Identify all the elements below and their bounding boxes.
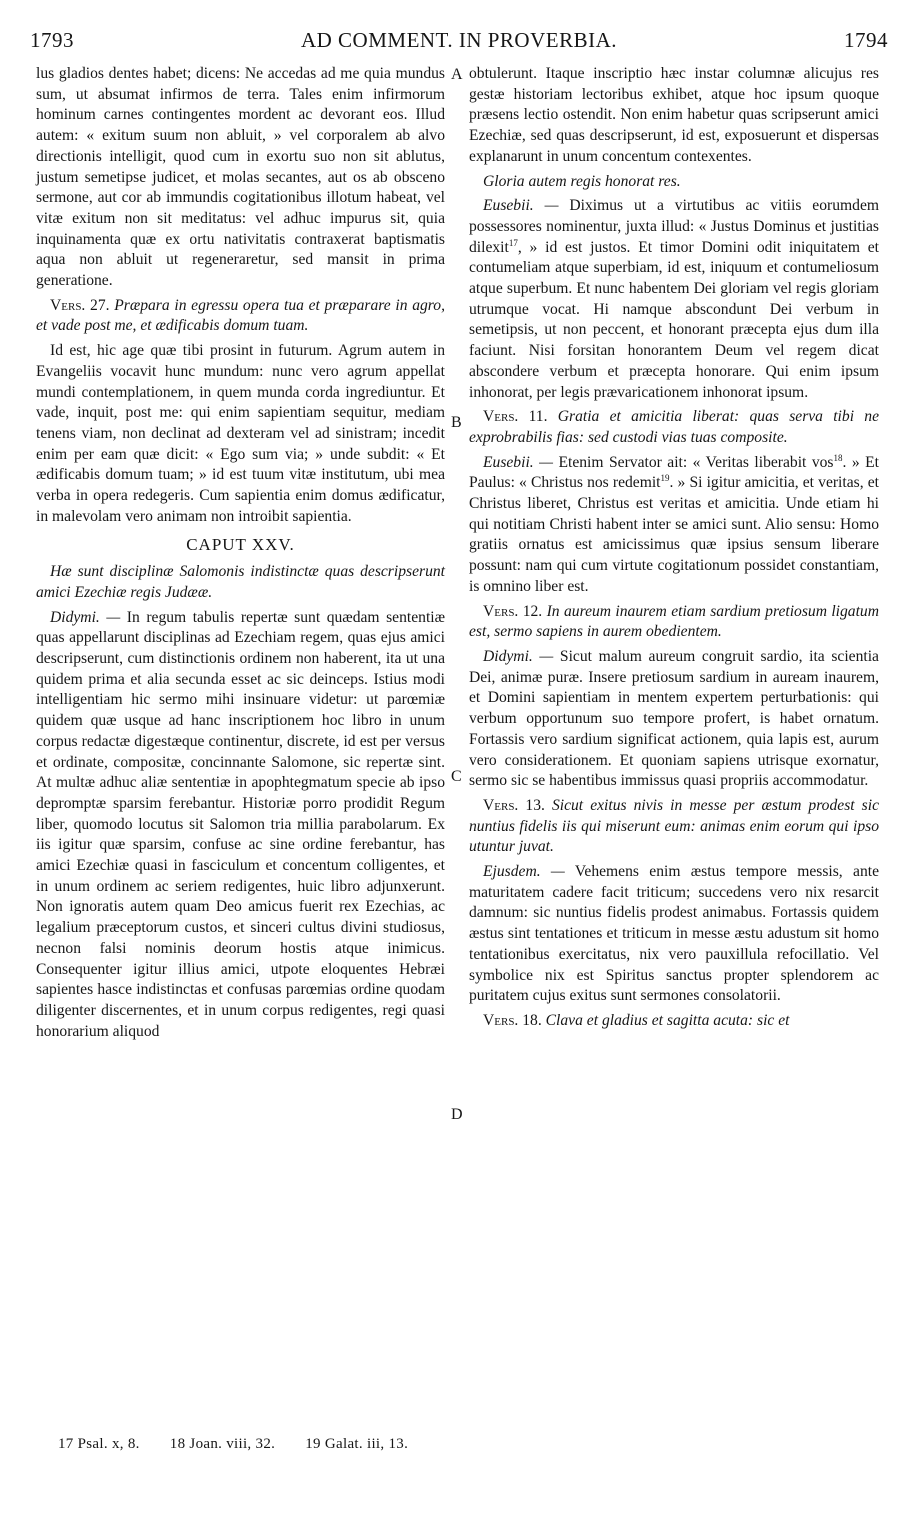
speaker-label: Ejusdem. — bbox=[483, 863, 565, 881]
verse-label: Vers. 12. bbox=[483, 602, 543, 620]
paragraph: Id est, hic age quæ tibi prosint in futurum. Agrum autem in Evangeliis vocavit hunc mundum: nunc vero agrum appellat mundi contemplationem, in quem munda corda ingrediuntur. Et vade, inquit, post me: qui enim sapientiam sequitur, mediam tenens viam, non declinat ad dexteram vel ad sinistram; incedit enim per eam quæ dicit: « Ego sum via; » unde subdit: « Et ædificabis domum tuam; » id est tuum vitæ institutum, ubi mea verba in opera redegeris. Cum sapientia enim domus ædificatur, in malevolam vero animam non introibit sapientia. bbox=[36, 342, 445, 525]
verse-label: Vers. 18. bbox=[483, 1011, 542, 1029]
speaker-label: Didymi. — bbox=[50, 608, 121, 626]
verse-lemma bbox=[36, 296, 445, 337]
verse-text: Sicut exitus nivis in messe per æstum prodest sic nuntius fidelis iis qui miserunt eum: animas enim eorum qui ipso utuntur juvat. bbox=[469, 796, 879, 856]
verse-lemma bbox=[469, 1011, 879, 1032]
footnote-ref: 19 bbox=[660, 473, 670, 484]
footnote-ref: 17 bbox=[508, 237, 518, 248]
verse-lemma: Gloria autem regis honorat res. bbox=[483, 172, 681, 190]
page-number-right: 1794 bbox=[844, 28, 888, 52]
chapter-lemma: Hæ sunt disciplinæ Salomonis indistinctæ quas descripserunt amici Ezechiæ regis Judææ. bbox=[36, 563, 445, 601]
footnotes bbox=[58, 1436, 434, 1453]
verse-lemma bbox=[469, 407, 879, 448]
margin-marker-d: D bbox=[451, 1106, 463, 1123]
page-number-left: 1793 bbox=[30, 28, 74, 52]
paragraph-text: In regum tabulis repertæ sunt quædam sententiæ quas appellarunt disciplinas ad Ezechiam regem, quas ejus amici descripserunt, cum distinctionis ordinem non haberent, ita ut una quidem prima et alia secunda esset ac sic deinceps. Istius modi intelligentiam hic sermo mihi insinuare videtur: ut parœmiæ quidem quæ usque ad hanc inscriptionem hoc libro in unum corpus redactæ digestæque continentur, discrete, id est per versus et ordinate, compositæ, concinnante Salomone, sic repertæ sint. At multæ adhuc aliæ sententiæ in apophtegmatum specie ab ipso depromptæ sparsim ferebantur. Historiæ porro prodidit Regum liber, quomodo locutus sit Salomon tria millia parabolarum. Ex iis igitur quæ sparsim, confuse ac sine ordine ferebantur, has amici Ezechiæ quasi in fasciculum et concentum colligentes, et in unum ordinem ac seriem redigentes, huic libro adjunxerunt. Non ignoratis autem quam Deo amicus fuerit rex Ezechias, ac legalium præceptorum custos, et sinceri cultus divini studiosus, necnon falsi nominis deorum hostis atque inimicus. Consequenter igitur illius amici, utpote eloquentes Hebræi sapientes hasce indistinctas et confusas parœmias ordine quodam diligenter discernentes, et in unum corpus redigentes, regi quasi honorarium aliquod bbox=[36, 608, 446, 1040]
margin-marker-c: C bbox=[451, 768, 462, 785]
footnote: 17 Psal. x, 8. bbox=[58, 1436, 140, 1452]
verse-text: Præpara in egressu opera tua et præparare in agro, et vade post me, et ædificabis domum tuam. bbox=[36, 296, 445, 335]
paragraph: Eusebii. — Etenim Servator ait: « Veritas liberabit vos$^{18}$. » Et Paulus: « Christus nos redemit$^{19}$. » Si igitur amicitia, et veritas, et Christus liberet, Christus est veritas et amicitia. Unde etiam hi qui notitiam Christi habent inter se amici sunt. Alio sensu: Homo gratiis ornatus est amicissimus quæ ipsius sensum liberare possunt: nam qui cum virtute cogitationum possidet constantiam, is omnino liber est. bbox=[469, 452, 879, 595]
paragraph: Eusebii. — Diximus ut a virtutibus ac vitiis eorumdem possessores nominentur, juxta illud: « Justus Dominus et justitias dilexit$^{17}$, » id est justos. Et timor Domini odit iniquitatem et contumeliam atque superbiam, id est, iniquum et contumeliosum atque superbum. Et nunc habentem Dei gloriam vel regis gloriam utrumque vocat. Hi namque abscondunt Dei verbum in semetipsis, ut non peccent, et honorant præcepta ejus dum illa faciunt. Nisi forsitan honorantem Deum vel regem dicat abscondere verbum et præcepta honorare. Qui enim ipsum inhonorat, per legis prævaricationem inhonorat ipsum. bbox=[469, 197, 879, 401]
paragraph bbox=[36, 608, 445, 1043]
speaker-label: Eusebii. — bbox=[483, 453, 554, 471]
verse-label: Vers. 13. bbox=[483, 796, 545, 814]
paragraph: Didymi. — Sicut malum aureum congruit sardio, ita scientia Dei, animæ puræ. Insere pretiosum sardium in auream inaurem, et Domini sapientiam in mentem expertem perturbationis: qui verbum opportunum suo tempore profert, is habet ornatum. Fortassis vero sardium significat actionem, quia lapis est, aurum vero considerationem. Et quoniam sapiens utrisque exornatur, sermo sic se habentibus immissus quasi propriis accommodatur. bbox=[469, 647, 879, 790]
margin-marker-b: B bbox=[451, 414, 462, 431]
verse-lemma bbox=[469, 796, 879, 858]
verse-label: Vers. 27. bbox=[50, 296, 110, 314]
left-column bbox=[36, 64, 445, 1042]
paragraph: obtulerunt. Itaque inscriptio hæc instar columnæ alicujus res gestæ historiam lectoribus exhibet, atque hoc ipsum quoque præsens lectio ostendit. Non enim habetur quas scripserunt amici Ezechiæ, sed quas descripserunt, id est, exposuerunt et dispersas explanarunt in unum concentum contexentes. bbox=[469, 65, 879, 165]
chapter-heading: CAPUT XXV. bbox=[186, 535, 295, 555]
verse-text: Gratia et amicitia liberat: quas serva tibi ne exprobrabilis fias: sed custodi vias tuas composite. bbox=[469, 408, 879, 446]
speaker-label: Eusebii. — bbox=[483, 197, 559, 215]
verse-text: Clava et gladius et sagitta acuta: sic et bbox=[545, 1011, 790, 1029]
running-header bbox=[30, 28, 888, 58]
footnote: 18 Joan. viii, 32. bbox=[169, 1436, 276, 1452]
footnote: 19 Galat. iii, 13. bbox=[305, 1436, 409, 1452]
right-column bbox=[469, 64, 879, 1032]
speaker-label: Didymi. — bbox=[483, 647, 554, 665]
margin-marker-a: A bbox=[451, 66, 463, 83]
verse-text: In aureum inaurem etiam sardium pretiosum ligatum est, sermo sapiens in aurem obedientem. bbox=[469, 602, 879, 641]
paragraph: Ejusdem. — Vehemens enim æstus tempore messis, ante maturitatem cadere facit triticum; succedens vero nix resarcit damnum: sic nuntius fidelis prodest animabus. Fortassis quidem æstus sint tentationes et triticum in messe æstu adustum sit homo tentationibus exercitatus, nix vero pauxillula refocillatio. Vel symbolice nix est Spiritus sanctus propter splendorem ac puritatem cujus exitus sunt sermones consolatorii. bbox=[469, 863, 879, 1005]
verse-label: Vers. 11. bbox=[483, 408, 548, 426]
paragraph: lus gladios dentes habet; dicens: Ne accedas ad me quia mundus sum, ut absumat infirmos de terra. Tales enim infirmorum hominum carnes contingentes mordent ac devorant eos. Illud autem: « exitum suum non abluit, » vel corporalem ab alvo directionis intelligit, quod cum in exortu suo non sit ablutus, justum semetipse judicet, et molas secantes, aut os ab obsceno sermone, aut cor ab immundis cogitationibus illotum habeat, vel vitæ exitum non sit meditatus: vel adhuc impurus sit, quia inquinamenta quæ ex ortu nativitatis contraxerat baptismatis aqua non abluit ut regeneraretur, sed mansit in prima generatione. bbox=[36, 65, 445, 290]
verse-lemma bbox=[469, 602, 879, 643]
running-title: AD COMMENT. IN PROVERBIA. bbox=[300, 28, 618, 52]
footnote-ref: 18 bbox=[833, 452, 843, 463]
